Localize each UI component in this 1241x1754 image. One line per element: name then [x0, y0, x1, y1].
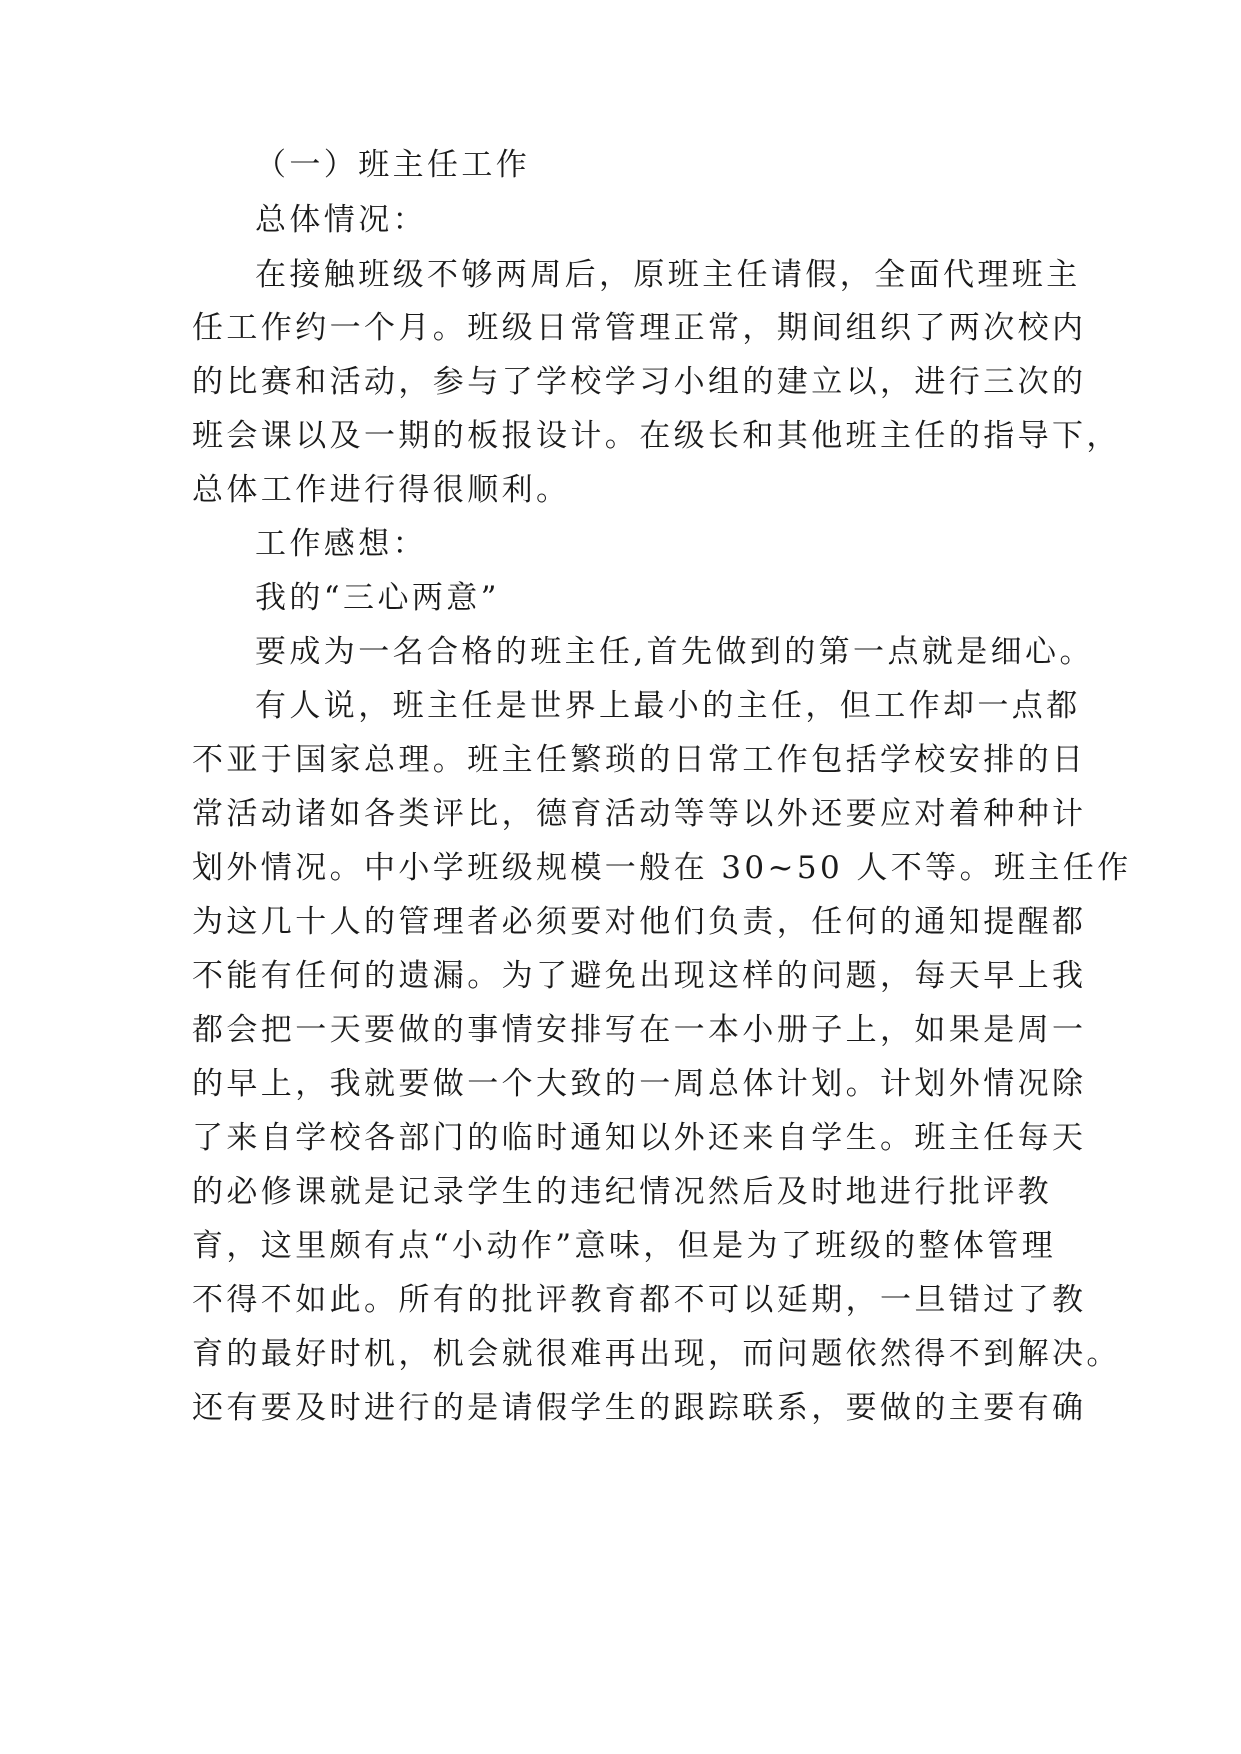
- section-heading: （一）班主任工作: [255, 147, 531, 183]
- paragraph-line: 要成为一名合格的班主任,首先做到的第一点就是细心。: [255, 634, 1094, 670]
- paragraph-line: 不亚于国家总理。班主任繁琐的日常工作包括学校安排的日: [192, 742, 1087, 778]
- paragraph-line: 育的最好时机，机会就很难再出现，而问题依然得不到解决。: [192, 1336, 1121, 1372]
- paragraph-line: 班会课以及一期的板报设计。在级长和其他班主任的指导下，: [192, 418, 1121, 454]
- paragraph-line: 育，这里颇有点“小动作”意味，但是为了班级的整体管理: [192, 1228, 1057, 1264]
- subheading-reflections: 工作感想：: [255, 526, 427, 562]
- paragraph-line: 在接触班级不够两周后，原班主任请假，全面代理班主: [255, 257, 1081, 293]
- paragraph-line: 常活动诸如各类评比，德育活动等等以外还要应对着种种计: [192, 796, 1087, 832]
- paragraph-line: 划外情况。中小学班级规模一般在 30~50 人不等。班主任作: [192, 850, 1132, 886]
- paragraph-line: 不能有任何的遗漏。为了避免出现这样的问题，每天早上我: [192, 958, 1087, 994]
- paragraph-line: 都会把一天要做的事情安排写在一本小册子上，如果是周一: [192, 1012, 1087, 1048]
- paragraph-line: 了来自学校各部门的临时通知以外还来自学生。班主任每天: [192, 1120, 1087, 1156]
- paragraph-line: 的早上，我就要做一个大致的一周总体计划。计划外情况除: [192, 1066, 1087, 1102]
- paragraph-line: 为这几十人的管理者必须要对他们负责，任何的通知提醒都: [192, 904, 1087, 940]
- paragraph-line: 的比赛和活动，参与了学校学习小组的建立以，进行三次的: [192, 364, 1087, 400]
- paragraph-line: 有人说，班主任是世界上最小的主任，但工作却一点都: [255, 688, 1081, 724]
- paragraph-line: 总体工作进行得很顺利。: [192, 472, 571, 508]
- subheading-overview: 总体情况：: [255, 202, 427, 238]
- paragraph-line: 任工作约一个月。班级日常管理正常，期间组织了两次校内: [192, 310, 1087, 346]
- subheading-title: 我的“三心两意”: [255, 580, 500, 616]
- paragraph-line: 的必修课就是记录学生的违纪情况然后及时地进行批评教: [192, 1174, 1052, 1210]
- paragraph-line: 还有要及时进行的是请假学生的跟踪联系，要做的主要有确: [192, 1390, 1087, 1426]
- paragraph-line: 不得不如此。所有的批评教育都不可以延期，一旦错过了教: [192, 1282, 1087, 1318]
